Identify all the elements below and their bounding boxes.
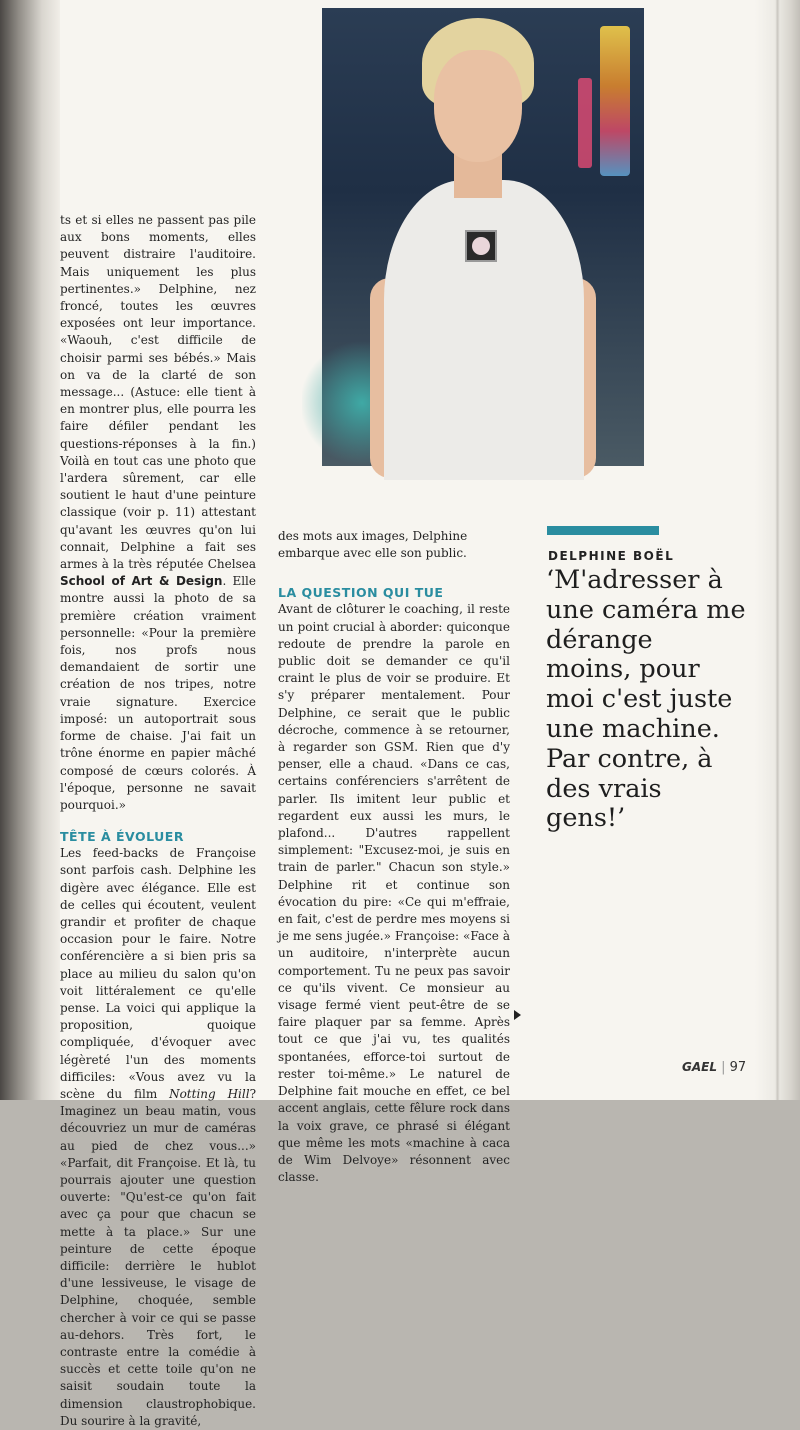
page-number: 97 xyxy=(729,1060,747,1075)
page-edge xyxy=(755,0,800,1100)
page-folio xyxy=(682,1060,746,1075)
paragraph: des mots aux images, Delphine embarque avec elle son public. xyxy=(278,529,468,561)
face xyxy=(434,50,522,162)
section-heading: TÊTE À ÉVOLUER xyxy=(60,829,184,845)
paragraph: ts et si elles ne passent pas pile aux bons moments, elles peuvent distraire l'auditoire. Mais uniquement les plus pertinentes.» Delphine, nez froncé, toutes les œuvres exposées ont leur importance. «Waouh, c'est difficile de choisir parmi ses bébés.» Mais on va de la clarté de son message... (Astuce: elle tient à en montrer plus, elle pourra les faire défiler pendant les questions-réponses à la fin.) Voilà en tout cas une photo que l'ardera sûrement, car elle soutient le haut d'une peinture classique (voir p. 11) attestant qu'avant les œuvres qu'on lui connait, Delphine a fait ses armes à la très réputée Chelsea School of Art & Design. Elle montre aussi la photo de sa première création vraiment personnelle: «Pour la première fois, nos profs nous demandaient de sortir une création de nos tripes, notre vraie signature. Exercice imposé: un autoportrait sous forme de chaise. J'ai fait un trône énorme en papier mâché composé de cœurs colorés. À l'époque, personne ne savait pourquoi.» xyxy=(60,213,256,812)
folio-separator: | xyxy=(721,1060,726,1075)
neon-sign xyxy=(600,26,630,176)
film-title: Notting Hill xyxy=(169,1086,250,1101)
pendant-necklace xyxy=(465,230,497,262)
portrait-photo xyxy=(322,8,644,466)
text-column-left xyxy=(60,212,256,1430)
magazine-name: GAEL xyxy=(682,1060,717,1074)
section-heading: LA QUESTION QUI TUE xyxy=(278,585,444,601)
white-tshirt xyxy=(384,180,584,480)
neon-sign-small xyxy=(578,78,592,168)
text-column-middle xyxy=(278,528,510,1186)
paragraph: Avant de clôturer le coaching, il reste un point crucial à aborder: quiconque redoute de prendre la parole en public doit se demander ce qu'il craint le plus de voir se produire. Et s'y préparer mentalement. Pour Delphine, ce serait que le public décroche, commence à se retourner, à regarder son GSM. Rien que d'y penser, elle a chaud. «Dans ce cas, certains conférenciers s'arrêtent de parler. Ils imitent leur public et regardent eux aussi les murs, le plafond... D'autres rappellent simplement: "Excusez-moi, je suis en train de parler." Chacun son style.» Delphine rit et continue son évocation du pire: «Ce qui m'effraie, en fait, c'est de perdre mes moyens si je me sens jugée.» Françoise: «Face à un auditoire, n'interprète aucun comportement. Tu ne peux pas savoir ce qu'ils vivent. Ce monsieur au visage fermé vient peut-être de se faire plaquer par sa femme. Après tout ce que j'ai vu, tes qualités spontanées, efforce-toi surtout de rester toi-même.» Le naturel de Delphine fait mouche en effet, ce bel accent anglais, cette fêlure rock dans la voix grave, ce phrasé si élégant que même les mots «machine à caca de Wim Delvoye» résonnent avec classe. xyxy=(278,602,510,1185)
pullquote-name: DELPHINE BOËL xyxy=(548,549,675,563)
pullquote-text: ‘M'adresser à une caméra me dérange moins, pour moi c'est juste une machine. Par contre, à des vrais gens!’ xyxy=(546,565,746,834)
page-spine-shadow xyxy=(0,0,60,1100)
paragraph: Les feed-backs de Françoise sont parfois cash. Delphine les digère avec élégance. Elle est de celles qui écoutent, veulent grandir et profiter de chaque occasion pour le faire. Notre conférencière a si bien pris sa place au milieu du salon qu'on voit littéralement ce qu'elle pense. La voici qui applique la proposition, quoique compliquée, d'évoquer avec légèreté l'un des moments difficiles: «Vous avez vu la scène du film Notting Hill? Imaginez un beau matin, vous découvriez un mur de caméras au pied de chez vous...» «Parfait, dit Françoise. Et là, tu pourrais ajouter une question ouverte: "Qu'est-ce qu'on fait avec ça pour que chacun se mette à ta place.» Sur une peinture de cette époque difficile: derrière le hublot d'une lessiveuse, le visage de Delphine, choquée, semble chercher à voir ce qui se passe au-dehors. Très fort, le contraste entre la comédie à succès et cette toile qu'on ne saisit soudain toute la dimension claustrophobique. Du sourire à la gravité, xyxy=(60,846,256,1428)
continue-arrow-icon xyxy=(514,1010,521,1020)
accent-bar xyxy=(547,526,659,535)
school-name: School of Art & Design xyxy=(60,574,223,589)
